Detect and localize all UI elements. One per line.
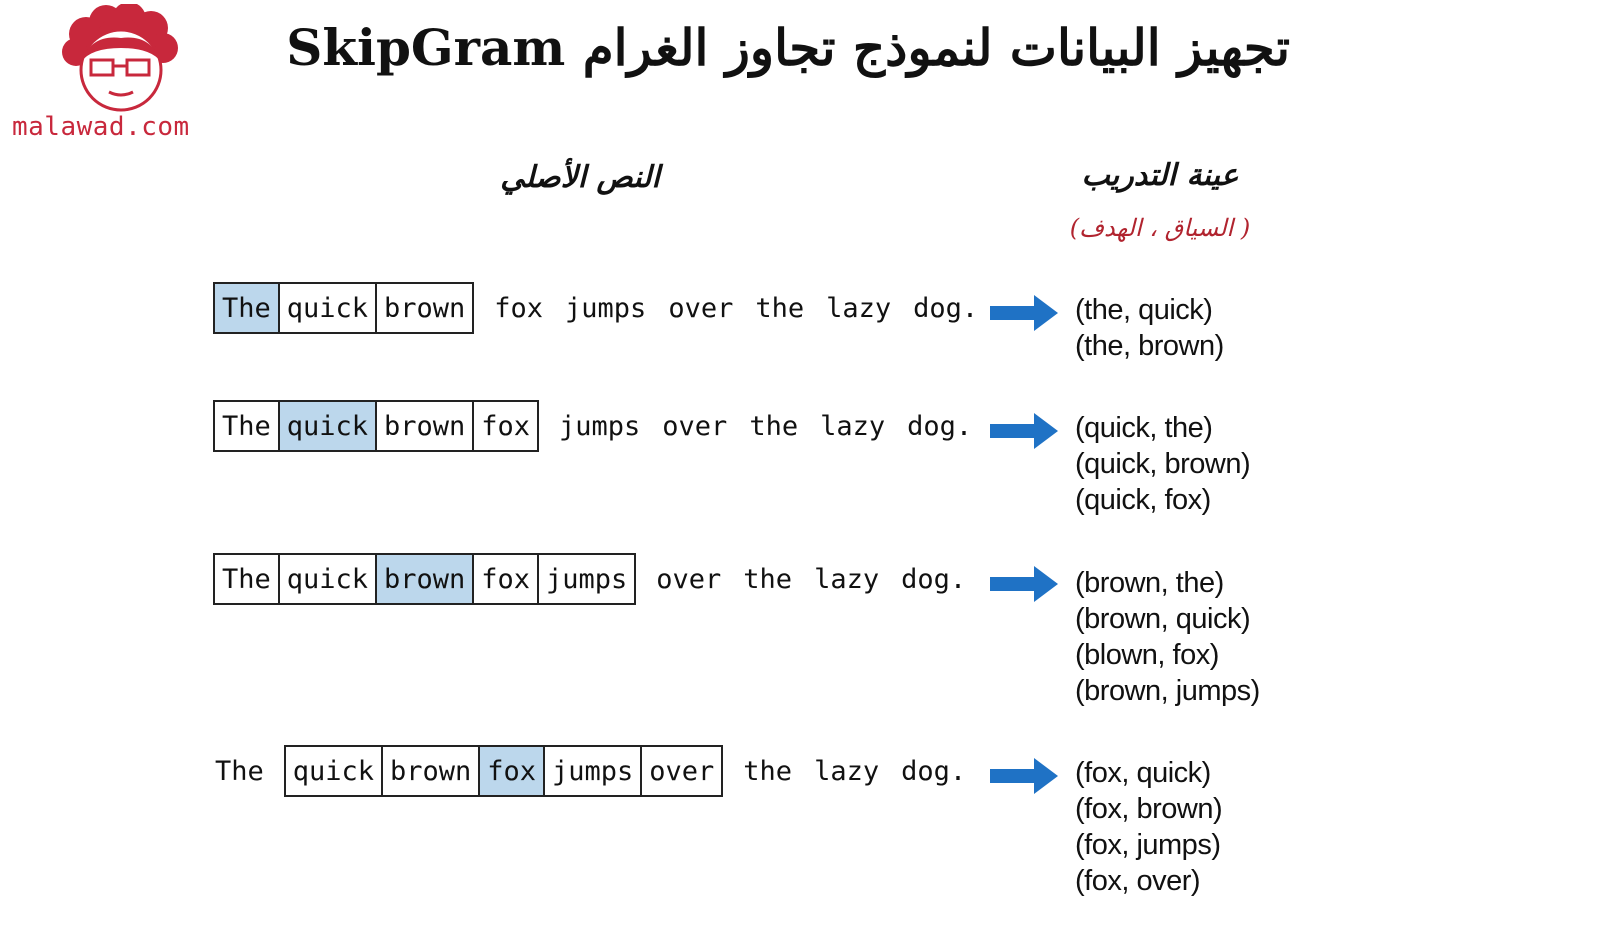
sentence-word: the — [749, 410, 799, 442]
context-word: The — [213, 400, 280, 452]
sentence-word: dog. — [901, 563, 967, 595]
context-word: brown — [375, 400, 474, 452]
sentence-word: the — [743, 563, 793, 595]
word-gap — [474, 282, 492, 334]
target-word: fox — [478, 745, 545, 797]
context-word: fox — [472, 553, 539, 605]
right-arrow-icon — [990, 411, 1060, 451]
sentence-word: lazy — [814, 563, 880, 595]
training-samples-header: عينة التدريب — [1081, 158, 1239, 193]
training-pairs-list — [1075, 755, 1222, 899]
word-gap — [893, 282, 911, 334]
word-gap — [881, 745, 899, 797]
sentence-row — [213, 745, 968, 795]
word-gap — [723, 553, 741, 605]
target-word: quick — [278, 400, 377, 452]
right-arrow-icon — [990, 293, 1060, 333]
sentence-word: jumps — [559, 410, 641, 442]
context-word: over — [640, 745, 723, 797]
right-arrow-icon — [990, 756, 1060, 796]
training-pairs-list — [1075, 292, 1224, 364]
training-pair: (the, brown) — [1075, 330, 1224, 362]
word-gap — [806, 282, 824, 334]
sentence-word: lazy — [814, 755, 880, 787]
word-gap — [887, 400, 905, 452]
sentence-word: dog. — [901, 755, 967, 787]
sentence-word: fox — [494, 292, 544, 324]
word-gap — [642, 400, 660, 452]
target-word: The — [213, 282, 280, 334]
sentence-word: the — [743, 755, 793, 787]
context-word: The — [213, 553, 280, 605]
word-gap — [636, 553, 654, 605]
training-pair: (blown, fox) — [1075, 639, 1219, 671]
sentence-word: over — [668, 292, 734, 324]
context-word: jumps — [537, 553, 636, 605]
target-word: brown — [375, 553, 474, 605]
cartoon-face-logo-icon — [61, 4, 181, 116]
site-logo[interactable] — [8, 4, 238, 154]
training-pair: (fox, quick) — [1075, 757, 1211, 789]
original-text-header: النص الأصلي — [500, 160, 660, 195]
training-samples-subheader: ( السياق ، الهدف) — [1069, 214, 1251, 242]
word-gap — [881, 553, 899, 605]
word-gap — [266, 745, 284, 797]
word-gap — [539, 400, 557, 452]
word-gap — [794, 745, 812, 797]
sentence-word: lazy — [820, 410, 886, 442]
training-pairs-list — [1075, 565, 1260, 709]
training-pair: (quick, brown) — [1075, 448, 1251, 480]
word-gap — [545, 282, 563, 334]
page-title: تجهيز البيانات لنموذج تجاوز الغرام SkipGram — [286, 18, 1290, 77]
training-pair: (the, quick) — [1075, 294, 1213, 326]
sentence-row — [213, 400, 974, 450]
word-gap — [723, 745, 741, 797]
logo-text: malawad.com — [12, 112, 190, 142]
sentence-word: jumps — [565, 292, 647, 324]
training-pair: (fox, brown) — [1075, 793, 1223, 825]
context-word: brown — [381, 745, 480, 797]
word-gap — [735, 282, 753, 334]
sentence-word: over — [662, 410, 728, 442]
sentence-word: dog. — [913, 292, 979, 324]
word-gap — [794, 553, 812, 605]
training-pair: (brown, the) — [1075, 567, 1224, 599]
word-gap — [729, 400, 747, 452]
word-gap — [800, 400, 818, 452]
training-pair: (quick, fox) — [1075, 484, 1211, 516]
training-pair: (brown, quick) — [1075, 603, 1251, 635]
context-word: quick — [278, 282, 377, 334]
training-pair: (fox, jumps) — [1075, 829, 1221, 861]
sentence-word: the — [755, 292, 805, 324]
sentence-word: over — [656, 563, 722, 595]
training-pairs-list — [1075, 410, 1250, 518]
context-word: jumps — [543, 745, 642, 797]
training-pair: (quick, the) — [1075, 412, 1213, 444]
word-gap — [648, 282, 666, 334]
right-arrow-icon — [990, 564, 1060, 604]
sentence-row — [213, 282, 980, 332]
context-word: fox — [472, 400, 539, 452]
sentence-word: dog. — [907, 410, 973, 442]
training-pair: (brown, jumps) — [1075, 675, 1260, 707]
sentence-word: The — [215, 755, 264, 787]
training-pair: (fox, over) — [1075, 865, 1201, 897]
context-word: quick — [284, 745, 383, 797]
context-word: brown — [375, 282, 474, 334]
context-word: quick — [278, 553, 377, 605]
sentence-row — [213, 553, 968, 603]
sentence-word: lazy — [826, 292, 892, 324]
